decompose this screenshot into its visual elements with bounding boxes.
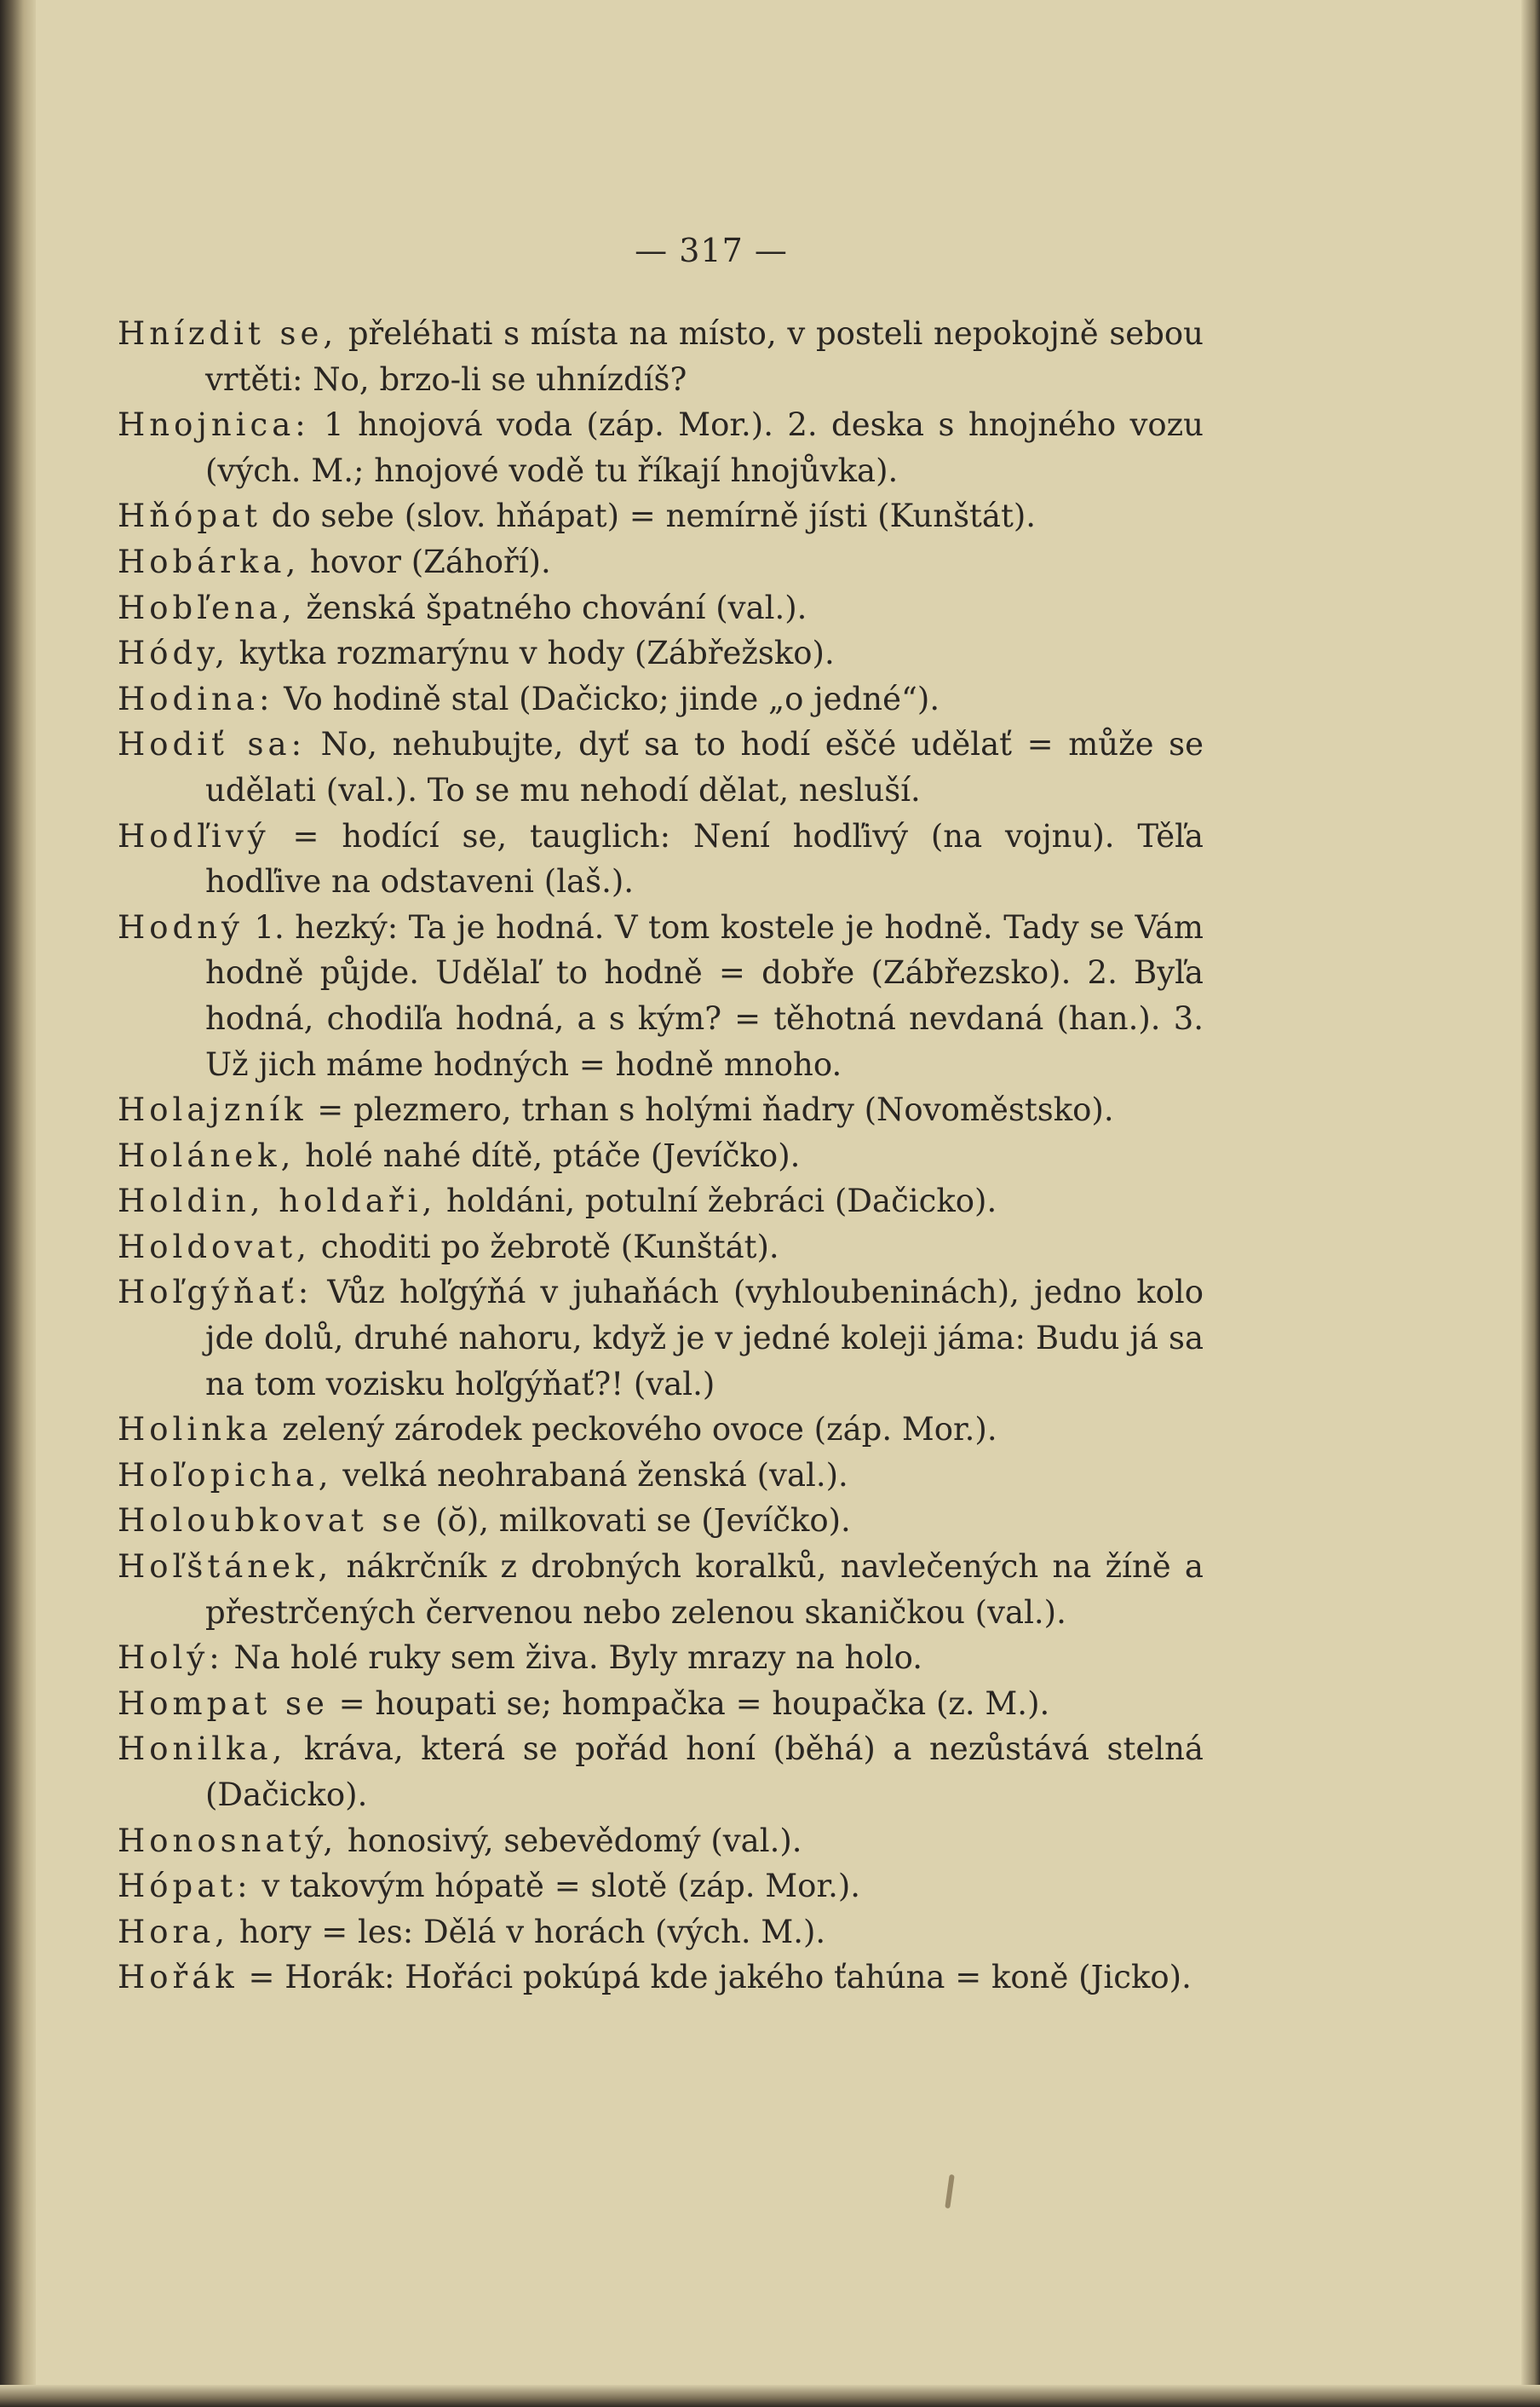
dictionary-entry (118, 1544, 1204, 1635)
dictionary-entry (118, 1087, 1204, 1133)
entry-definition: kytka rozmarýnu v hody (Zábřežsko). (228, 635, 835, 672)
entry-headword: Holdovat, (118, 1228, 311, 1265)
entry-headword: Hobárka, (118, 543, 301, 580)
entry-definition: No, nehubujte, dyť sa to hodí eščé udělať = může se udělati (val.). To se mu nehodí dělat, nesluší. (205, 726, 1204, 809)
dictionary-entry (118, 1681, 1204, 1727)
dictionary-entry (118, 402, 1204, 493)
entry-headword: Hodiť sa: (118, 726, 307, 763)
entry-headword: Hňópat (118, 498, 261, 535)
entry-headword: Honilka, (118, 1730, 287, 1768)
entry-definition: honosivý, sebevědomý (val.). (337, 1822, 802, 1859)
entry-definition: = hodící se, tauglich: Není hodľivý (na vojnu). Těľa hodľive na odstaveni (laš.). (205, 817, 1204, 901)
entry-headword: Hoľopicha, (118, 1456, 333, 1494)
entry-definition: velká neohrabaná ženská (val.). (332, 1456, 848, 1494)
dictionary-entry (118, 1863, 1204, 1909)
dictionary-entry (118, 311, 1204, 402)
dictionary-entry (118, 1909, 1204, 1955)
entry-definition: nákrčník z drobných koralků, navlečených na žíně a přestrčených červenou nebo zelenou skaničkou (val.). (205, 1548, 1204, 1631)
entry-definition: ženská špatného chování (val.). (296, 589, 807, 626)
entry-definition: do sebe (slov. hňápat) = nemírně jísti (Kunštát). (261, 498, 1037, 535)
entry-definition: Vo hodině stal (Dačicko; jinde „o jedné“). (273, 680, 940, 717)
page-edge-right (1521, 0, 1540, 2407)
entry-definition: 1 hnojová voda (záp. Mor.). 2. deska s hnojného vozu (vých. M.; hnojové vodě tu říkají hnojůvka). (205, 406, 1204, 489)
entry-headword: Honosnatý, (118, 1822, 338, 1859)
entry-headword: Hodina: (118, 680, 274, 717)
dictionary-entry (118, 1178, 1204, 1224)
entry-definition: zelený zárodek peckového ovoce (záp. Mor.). (272, 1411, 997, 1448)
dictionary-entry (118, 631, 1204, 677)
dictionary-entry (118, 1635, 1204, 1681)
entry-definition: = houpati se; hompačka = houpačka (z. M.). (328, 1684, 1050, 1722)
dictionary-entry (118, 905, 1204, 1087)
dictionary-entry (118, 1726, 1204, 1817)
dictionary-entry (118, 1453, 1204, 1499)
dictionary-entry (118, 1133, 1204, 1179)
dictionary-entry (118, 722, 1204, 813)
entry-headword: Holý: (118, 1639, 224, 1677)
entry-definition: 1. hezký: Ta je hodná. V tom kostele je hodně. Tady se Vám hodně půjde. Udělaľ to hodně = dobře (Zábřezsko). 2. Byľa hodná, chodiľa hodná, a s kým? = těhotná nevdaná (han.). 3. Už jich máme hodných = hodně mnoho. (205, 908, 1204, 1083)
entry-headword: Hodľivý (118, 817, 270, 855)
entry-headword: Hobľena, (118, 589, 296, 626)
entry-definition: = Horák: Hořáci pokúpá kde jakého ťahúna = koně (Jicko). (238, 1959, 1192, 1996)
entry-definition: holdáni, potulní žebráci (Dačicko). (436, 1183, 997, 1220)
page-edge-bottom (0, 2385, 1540, 2407)
dictionary-entry (118, 1498, 1204, 1544)
entry-headword: Holoubkovat se (118, 1502, 426, 1540)
dictionary-entry (118, 1270, 1204, 1407)
book-spine-shadow (0, 0, 36, 2407)
entry-definition: choditi po žebrotě (Kunštát). (310, 1228, 779, 1265)
dictionary-entry (118, 585, 1204, 631)
entry-headword: Hořák (118, 1959, 238, 1996)
entry-headword: Hompat se (118, 1684, 329, 1722)
entry-headword: Hoľštánek, (118, 1548, 333, 1586)
entry-definition: holé nahé dítě, ptáče (Jevíčko). (295, 1137, 801, 1174)
dictionary-entry (118, 539, 1204, 585)
entry-definition: hory = les: Dělá v horách (vých. M.). (229, 1913, 826, 1950)
entry-headword: Hodný (118, 908, 244, 946)
ink-mark (945, 2174, 955, 2208)
entry-definition: v takovým hópatě = slotě (záp. Mor.). (251, 1868, 861, 1905)
entry-headword: Hnízdit se, (118, 315, 338, 352)
entry-headword: Hoľgýňať: (118, 1274, 313, 1311)
dictionary-entries (118, 311, 1204, 2001)
dictionary-entry (118, 1407, 1204, 1453)
dictionary-entry (118, 1955, 1204, 2001)
entry-definition: Na holé ruky sem živa. Byly mrazy na holo. (223, 1639, 923, 1677)
entry-headword: Holinka (118, 1411, 273, 1448)
entry-headword: Hódy, (118, 635, 229, 672)
entry-headword: Holdin, holdaři, (118, 1183, 437, 1220)
entry-headword: Hópat: (118, 1868, 252, 1905)
entry-headword: Holajzník (118, 1091, 307, 1129)
entry-definition: Vůz hoľgýňá v juhaňách (vyhloubeninách), jedno kolo jde dolů, druhé nahoru, když je v jedné koleji jáma: Budu já sa na tom vozisku hoľgýňať?! (val.) (205, 1274, 1204, 1402)
entry-headword: Holánek, (118, 1137, 296, 1174)
dictionary-entry (118, 1224, 1204, 1270)
entry-definition: (ŏ), milkovati se (Jevíčko). (425, 1502, 851, 1540)
dictionary-entry (118, 814, 1204, 905)
dictionary-entry (118, 1818, 1204, 1864)
entry-headword: Hnojnica: (118, 406, 310, 444)
entry-definition: kráva, která se pořád honí (běhá) a nezůstává stelná (Dačicko). (205, 1730, 1204, 1813)
entry-headword: Hora, (118, 1913, 230, 1950)
dictionary-entry (118, 677, 1204, 723)
dictionary-entry (118, 493, 1204, 539)
page-number: — 317 — (635, 232, 788, 269)
entry-definition: = plezmero, trhan s holými ňadry (Novoměstsko). (307, 1091, 1114, 1129)
entry-definition: hovor (Záhoří). (300, 543, 551, 580)
entry-definition: přeléhati s místa na místo, v posteli nepokojně sebou vrtěti: No, brzo-li se uhnízdíš? (205, 315, 1204, 398)
